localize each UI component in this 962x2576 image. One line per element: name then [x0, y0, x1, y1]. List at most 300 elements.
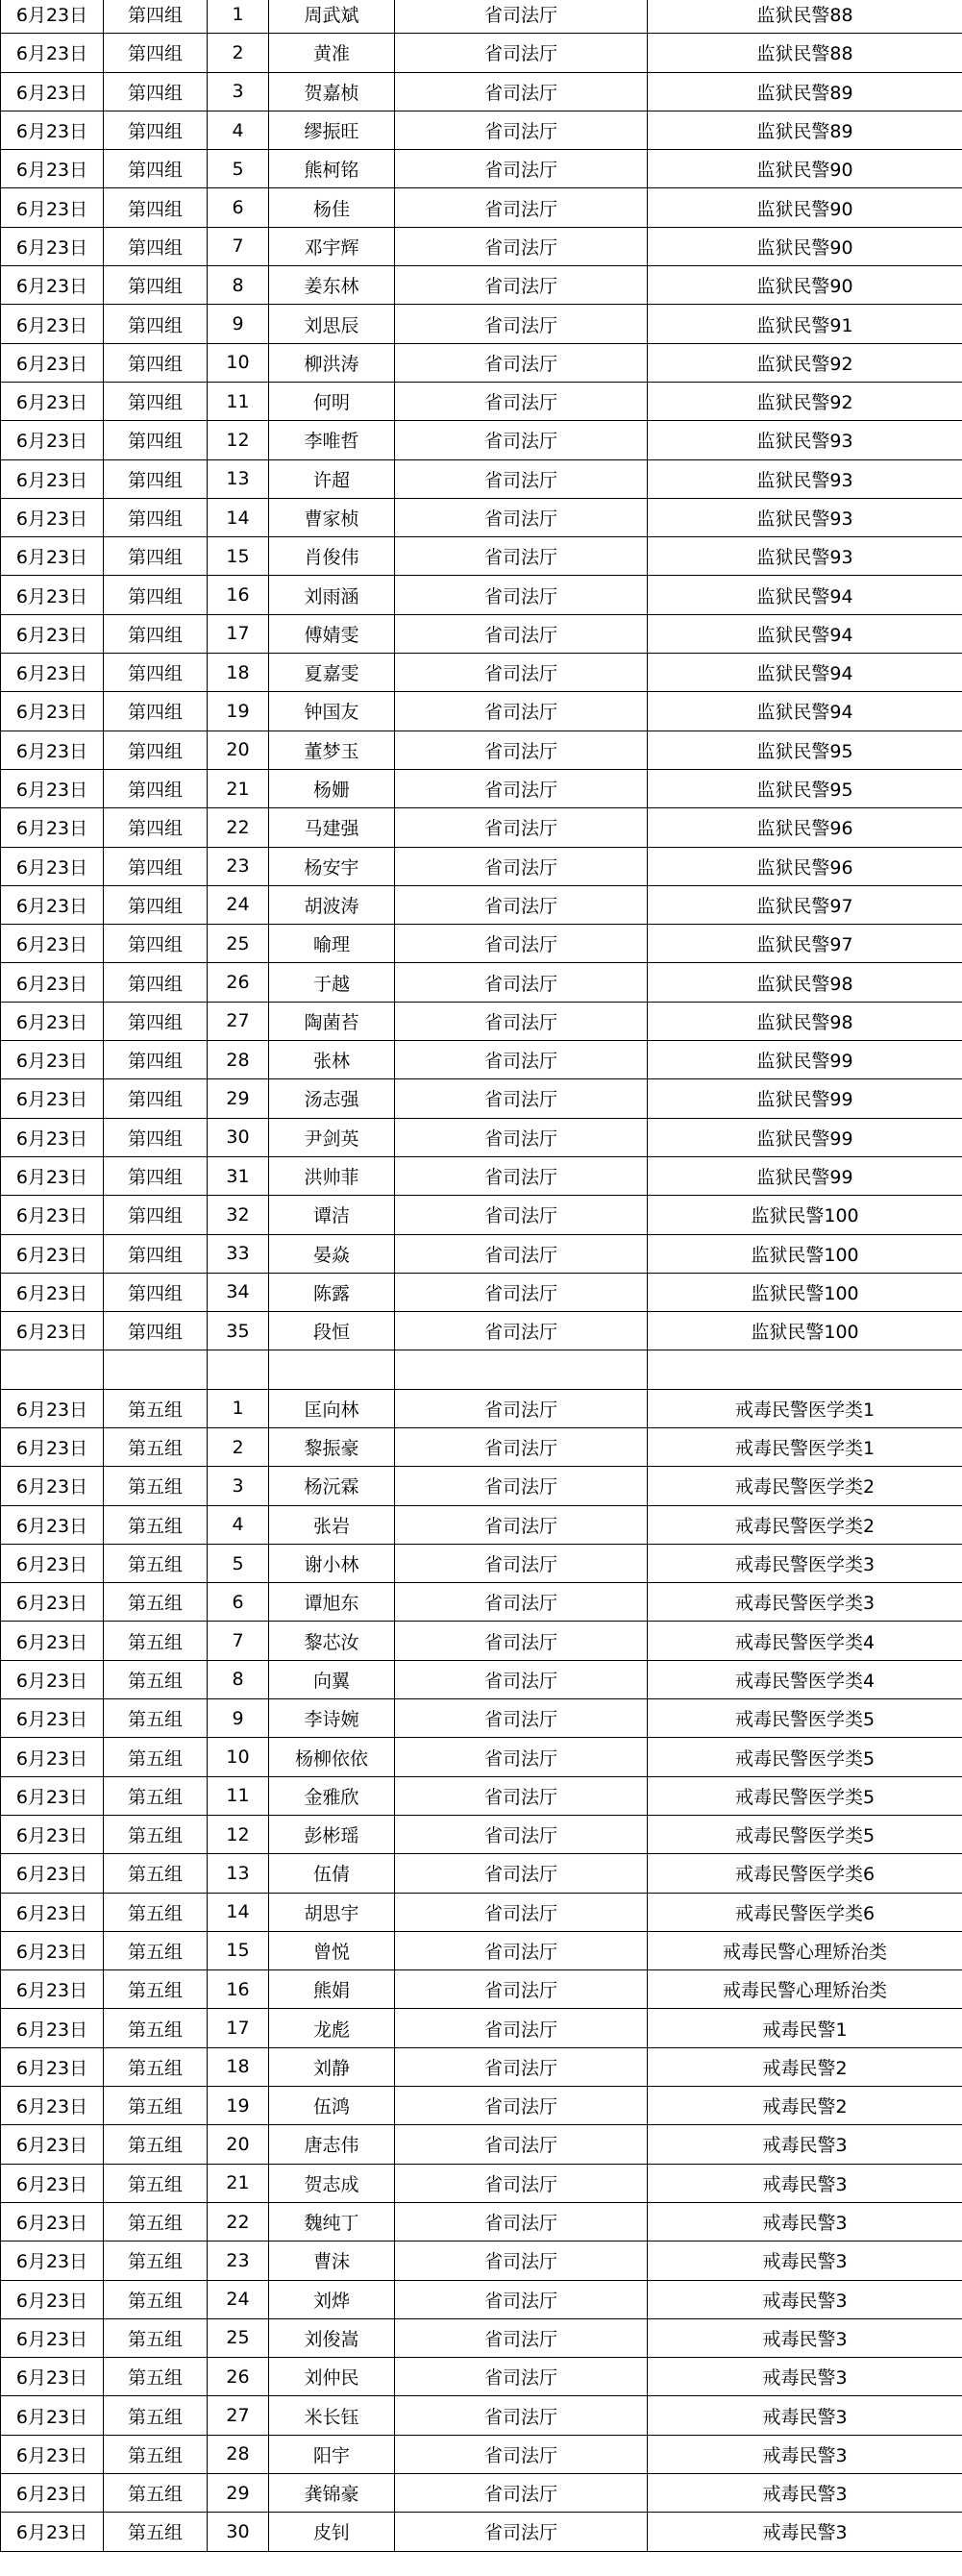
group-cell: 第五组 [104, 2242, 208, 2280]
date-cell: 6月23日 [1, 227, 104, 265]
date-cell: 6月23日 [1, 266, 104, 305]
unit-cell: 省司法厅 [395, 692, 648, 731]
unit-cell: 省司法厅 [395, 2047, 648, 2086]
position-cell: 戒毒民警3 [648, 2164, 962, 2202]
table-row [1, 2358, 962, 2396]
position-cell: 戒毒民警医学类5 [648, 1738, 962, 1776]
unit-cell: 省司法厅 [395, 421, 648, 459]
group-cell: 第五组 [104, 2047, 208, 2086]
number-cell: 4 [208, 1505, 269, 1544]
unit-cell: 省司法厅 [395, 808, 648, 847]
number-cell: 26 [208, 963, 269, 1002]
number-cell: 12 [208, 1815, 269, 1853]
position-cell: 监狱民警96 [648, 847, 962, 885]
group-cell: 第五组 [104, 2318, 208, 2357]
name-cell: 洪帅菲 [269, 1156, 395, 1195]
name-cell: 伍倩 [269, 1854, 395, 1893]
table-row [1, 1854, 962, 1893]
group-cell: 第四组 [104, 34, 208, 72]
position-cell: 监狱民警95 [648, 731, 962, 769]
group-cell: 第四组 [104, 963, 208, 1002]
table-row [1, 1002, 962, 1040]
date-cell: 6月23日 [1, 847, 104, 885]
position-cell: 监狱民警91 [648, 305, 962, 343]
name-cell: 杨安宇 [269, 847, 395, 885]
position-cell: 戒毒民警心理矫治类 [648, 1931, 962, 1969]
date-cell: 6月23日 [1, 2280, 104, 2318]
number-cell: 11 [208, 382, 269, 420]
date-cell: 6月23日 [1, 1970, 104, 2009]
group-cell: 第五组 [104, 1699, 208, 1738]
unit-cell: 省司法厅 [395, 227, 648, 265]
number-cell: 5 [208, 150, 269, 188]
position-cell: 戒毒民警医学类3 [648, 1583, 962, 1622]
unit-cell: 省司法厅 [395, 1854, 648, 1893]
table-row [1, 382, 962, 420]
date-cell: 6月23日 [1, 2087, 104, 2125]
date-cell: 6月23日 [1, 1893, 104, 1931]
group-cell: 第五组 [104, 1854, 208, 1893]
date-cell: 6月23日 [1, 1427, 104, 1466]
unit-cell: 省司法厅 [395, 654, 648, 692]
name-cell: 刘烨 [269, 2280, 395, 2318]
table-row [1, 731, 962, 769]
table-row [1, 1467, 962, 1505]
table-row [1, 1118, 962, 1156]
group-cell: 第五组 [104, 1622, 208, 1660]
table-row [1, 2396, 962, 2435]
unit-cell: 省司法厅 [395, 1699, 648, 1738]
position-cell: 戒毒民警3 [648, 2202, 962, 2241]
position-cell: 监狱民警93 [648, 421, 962, 459]
table-row [1, 1893, 962, 1931]
group-cell: 第四组 [104, 188, 208, 227]
position-cell: 戒毒民警医学类5 [648, 1699, 962, 1738]
name-cell: 陶菌苔 [269, 1002, 395, 1040]
group-cell: 第五组 [104, 2202, 208, 2241]
date-cell: 6月23日 [1, 34, 104, 72]
position-cell: 监狱民警90 [648, 266, 962, 305]
number-cell: 13 [208, 459, 269, 498]
number-cell: 11 [208, 1776, 269, 1815]
group-cell: 第五组 [104, 2087, 208, 2125]
date-cell: 6月23日 [1, 1041, 104, 1079]
number-cell: 30 [208, 1118, 269, 1156]
unit-cell [395, 1350, 648, 1389]
group-cell: 第五组 [104, 2358, 208, 2396]
table-row [1, 2513, 962, 2551]
number-cell: 1 [208, 1389, 269, 1427]
group-cell: 第五组 [104, 1931, 208, 1969]
name-cell: 董梦玉 [269, 731, 395, 769]
group-cell: 第五组 [104, 1427, 208, 1466]
name-cell: 刘雨涵 [269, 576, 395, 614]
group-cell: 第四组 [104, 885, 208, 924]
name-cell: 谭旭东 [269, 1583, 395, 1622]
number-cell: 1 [208, 0, 269, 34]
number-cell: 20 [208, 2125, 269, 2164]
date-cell: 6月23日 [1, 2047, 104, 2086]
group-cell: 第四组 [104, 382, 208, 420]
date-cell: 6月23日 [1, 1002, 104, 1040]
table-row [1, 1544, 962, 1582]
number-cell: 18 [208, 654, 269, 692]
position-cell: 戒毒民警2 [648, 2087, 962, 2125]
date-cell: 6月23日 [1, 2396, 104, 2435]
position-cell: 戒毒民警医学类2 [648, 1467, 962, 1505]
position-cell: 监狱民警100 [648, 1196, 962, 1234]
name-cell: 柳洪涛 [269, 343, 395, 382]
date-cell: 6月23日 [1, 576, 104, 614]
number-cell: 8 [208, 266, 269, 305]
date-cell: 6月23日 [1, 2202, 104, 2241]
table-row [1, 654, 962, 692]
date-cell: 6月23日 [1, 1854, 104, 1893]
number-cell: 32 [208, 1196, 269, 1234]
unit-cell: 省司法厅 [395, 925, 648, 963]
date-cell: 6月23日 [1, 1467, 104, 1505]
unit-cell: 省司法厅 [395, 1583, 648, 1622]
table-row [1, 343, 962, 382]
table-row [1, 847, 962, 885]
unit-cell: 省司法厅 [395, 1427, 648, 1466]
position-cell: 监狱民警99 [648, 1041, 962, 1079]
position-cell: 戒毒民警医学类6 [648, 1893, 962, 1931]
table-row [1, 808, 962, 847]
number-cell: 20 [208, 731, 269, 769]
table-row [1, 885, 962, 924]
number-cell: 28 [208, 1041, 269, 1079]
position-cell: 监狱民警90 [648, 150, 962, 188]
unit-cell: 省司法厅 [395, 459, 648, 498]
table-row [1, 188, 962, 227]
number-cell: 34 [208, 1273, 269, 1311]
name-cell: 龙彪 [269, 2009, 395, 2047]
group-cell: 第四组 [104, 111, 208, 149]
unit-cell: 省司法厅 [395, 1196, 648, 1234]
position-cell: 戒毒民警3 [648, 2435, 962, 2473]
number-cell: 31 [208, 1156, 269, 1195]
unit-cell: 省司法厅 [395, 111, 648, 149]
unit-cell: 省司法厅 [395, 1931, 648, 1969]
date-cell: 6月23日 [1, 72, 104, 111]
unit-cell: 省司法厅 [395, 1893, 648, 1931]
position-cell: 监狱民警94 [648, 614, 962, 653]
table-row [1, 1273, 962, 1311]
name-cell: 李诗婉 [269, 1699, 395, 1738]
group-cell: 第五组 [104, 1544, 208, 1582]
date-cell: 6月23日 [1, 1118, 104, 1156]
position-cell: 监狱民警90 [648, 188, 962, 227]
name-cell: 杨姗 [269, 769, 395, 807]
group-cell: 第四组 [104, 266, 208, 305]
date-cell: 6月23日 [1, 1156, 104, 1195]
position-cell: 戒毒民警医学类3 [648, 1544, 962, 1582]
date-cell: 6月23日 [1, 654, 104, 692]
group-cell: 第四组 [104, 227, 208, 265]
number-cell: 3 [208, 1467, 269, 1505]
position-cell: 监狱民警99 [648, 1156, 962, 1195]
number-cell: 24 [208, 2280, 269, 2318]
number-cell: 6 [208, 1583, 269, 1622]
name-cell: 张岩 [269, 1505, 395, 1544]
table-row [1, 963, 962, 1002]
name-cell: 陈露 [269, 1273, 395, 1311]
position-cell: 监狱民警99 [648, 1079, 962, 1118]
unit-cell: 省司法厅 [395, 1002, 648, 1040]
table-row [1, 537, 962, 576]
table-row [1, 2009, 962, 2047]
position-cell: 戒毒民警3 [648, 2358, 962, 2396]
date-cell: 6月23日 [1, 1505, 104, 1544]
table-row [1, 266, 962, 305]
group-cell: 第五组 [104, 1467, 208, 1505]
name-cell: 钟国友 [269, 692, 395, 731]
position-cell: 监狱民警93 [648, 498, 962, 536]
unit-cell: 省司法厅 [395, 2474, 648, 2513]
date-cell: 6月23日 [1, 2474, 104, 2513]
name-cell: 黎振豪 [269, 1427, 395, 1466]
number-cell: 10 [208, 1738, 269, 1776]
number-cell: 27 [208, 1002, 269, 1040]
name-cell: 许超 [269, 459, 395, 498]
name-cell: 邓宇辉 [269, 227, 395, 265]
group-cell: 第五组 [104, 2280, 208, 2318]
unit-cell: 省司法厅 [395, 1389, 648, 1427]
date-cell: 6月23日 [1, 885, 104, 924]
table-row [1, 421, 962, 459]
number-cell: 15 [208, 537, 269, 576]
position-cell: 监狱民警99 [648, 1118, 962, 1156]
group-cell: 第四组 [104, 343, 208, 382]
position-cell: 监狱民警94 [648, 576, 962, 614]
number-cell: 13 [208, 1854, 269, 1893]
name-cell: 熊柯铭 [269, 150, 395, 188]
position-cell: 戒毒民警医学类6 [648, 1854, 962, 1893]
date-cell: 6月23日 [1, 808, 104, 847]
name-cell: 刘俊嵩 [269, 2318, 395, 2357]
date-cell: 6月23日 [1, 2009, 104, 2047]
group-cell: 第四组 [104, 72, 208, 111]
position-cell: 戒毒民警3 [648, 2474, 962, 2513]
date-cell: 6月23日 [1, 1738, 104, 1776]
table-row [1, 459, 962, 498]
name-cell: 黄准 [269, 34, 395, 72]
number-cell: 16 [208, 576, 269, 614]
number-cell: 2 [208, 1427, 269, 1466]
position-cell: 监狱民警93 [648, 459, 962, 498]
name-cell: 缪振旺 [269, 111, 395, 149]
table-row [1, 2087, 962, 2125]
position-cell: 监狱民警100 [648, 1234, 962, 1273]
group-cell: 第四组 [104, 0, 208, 34]
date-cell: 6月23日 [1, 2164, 104, 2202]
unit-cell: 省司法厅 [395, 0, 648, 34]
number-cell: 19 [208, 692, 269, 731]
position-cell: 监狱民警89 [648, 111, 962, 149]
date-cell: 6月23日 [1, 1389, 104, 1427]
number-cell: 21 [208, 769, 269, 807]
number-cell: 17 [208, 2009, 269, 2047]
table-row [1, 2242, 962, 2280]
name-cell: 金雅欣 [269, 1776, 395, 1815]
name-cell: 于越 [269, 963, 395, 1002]
number-cell: 35 [208, 1312, 269, 1350]
table-row [1, 1389, 962, 1427]
position-cell: 监狱民警92 [648, 382, 962, 420]
table-row [1, 1156, 962, 1195]
name-cell: 杨柳依依 [269, 1738, 395, 1776]
name-cell: 肖俊伟 [269, 537, 395, 576]
group-cell: 第五组 [104, 2513, 208, 2551]
date-cell: 6月23日 [1, 731, 104, 769]
group-cell: 第五组 [104, 2396, 208, 2435]
group-cell [104, 1350, 208, 1389]
table-row [1, 692, 962, 731]
group-cell: 第四组 [104, 576, 208, 614]
date-cell: 6月23日 [1, 1544, 104, 1582]
date-cell: 6月23日 [1, 614, 104, 653]
group-cell: 第五组 [104, 2474, 208, 2513]
date-cell: 6月23日 [1, 305, 104, 343]
position-cell: 监狱民警95 [648, 769, 962, 807]
date-cell: 6月23日 [1, 1079, 104, 1118]
position-cell: 戒毒民警3 [648, 2125, 962, 2164]
group-cell: 第四组 [104, 654, 208, 692]
group-cell: 第四组 [104, 1002, 208, 1040]
date-cell: 6月23日 [1, 188, 104, 227]
unit-cell: 省司法厅 [395, 1234, 648, 1273]
group-cell: 第五组 [104, 1776, 208, 1815]
group-cell: 第五组 [104, 1738, 208, 1776]
table-row [1, 227, 962, 265]
roster-table-body [1, 0, 962, 2551]
name-cell: 胡波涛 [269, 885, 395, 924]
unit-cell: 省司法厅 [395, 1776, 648, 1815]
group-cell: 第四组 [104, 847, 208, 885]
name-cell: 黎芯汝 [269, 1622, 395, 1660]
group-cell: 第四组 [104, 769, 208, 807]
table-row [1, 2047, 962, 2086]
date-cell: 6月23日 [1, 2318, 104, 2357]
group-cell: 第四组 [104, 498, 208, 536]
position-cell: 监狱民警88 [648, 34, 962, 72]
position-cell: 戒毒民警医学类4 [648, 1660, 962, 1698]
group-cell: 第五组 [104, 1815, 208, 1853]
number-cell: 6 [208, 188, 269, 227]
table-row [1, 498, 962, 536]
name-cell: 刘思辰 [269, 305, 395, 343]
table-row [1, 305, 962, 343]
table-row [1, 614, 962, 653]
table-row [1, 2164, 962, 2202]
table-row [1, 111, 962, 149]
number-cell: 23 [208, 847, 269, 885]
name-cell: 曾悦 [269, 1931, 395, 1969]
group-cell: 第四组 [104, 1156, 208, 1195]
number-cell: 28 [208, 2435, 269, 2473]
name-cell: 谭洁 [269, 1196, 395, 1234]
table-row [1, 576, 962, 614]
date-cell: 6月23日 [1, 537, 104, 576]
unit-cell: 省司法厅 [395, 963, 648, 1002]
number-cell: 7 [208, 1622, 269, 1660]
date-cell: 6月23日 [1, 498, 104, 536]
group-cell: 第五组 [104, 1660, 208, 1698]
group-cell: 第四组 [104, 1234, 208, 1273]
unit-cell: 省司法厅 [395, 1118, 648, 1156]
unit-cell: 省司法厅 [395, 188, 648, 227]
table-row [1, 1079, 962, 1118]
name-cell: 汤志强 [269, 1079, 395, 1118]
date-cell: 6月23日 [1, 2358, 104, 2396]
name-cell: 阳宇 [269, 2435, 395, 2473]
number-cell: 10 [208, 343, 269, 382]
number-cell: 9 [208, 1699, 269, 1738]
date-cell: 6月23日 [1, 1234, 104, 1273]
name-cell: 喻理 [269, 925, 395, 963]
name-cell: 伍鸿 [269, 2087, 395, 2125]
date-cell: 6月23日 [1, 459, 104, 498]
number-cell: 25 [208, 2318, 269, 2357]
unit-cell: 省司法厅 [395, 1312, 648, 1350]
table-row [1, 1427, 962, 1466]
name-cell: 张林 [269, 1041, 395, 1079]
position-cell: 戒毒民警3 [648, 2280, 962, 2318]
number-cell: 26 [208, 2358, 269, 2396]
group-cell: 第五组 [104, 1505, 208, 1544]
name-cell: 匡向林 [269, 1389, 395, 1427]
group-cell: 第四组 [104, 1273, 208, 1311]
table-row [1, 1738, 962, 1776]
table-row [1, 1234, 962, 1273]
name-cell: 杨沅霖 [269, 1467, 395, 1505]
position-cell: 戒毒民警医学类5 [648, 1776, 962, 1815]
name-cell: 皮钊 [269, 2513, 395, 2551]
unit-cell: 省司法厅 [395, 266, 648, 305]
unit-cell: 省司法厅 [395, 1738, 648, 1776]
unit-cell: 省司法厅 [395, 614, 648, 653]
unit-cell: 省司法厅 [395, 34, 648, 72]
unit-cell: 省司法厅 [395, 305, 648, 343]
table-row [1, 0, 962, 34]
date-cell: 6月23日 [1, 1776, 104, 1815]
table-row [1, 1622, 962, 1660]
table-row [1, 925, 962, 963]
table-row [1, 72, 962, 111]
name-cell: 胡思宇 [269, 1893, 395, 1931]
unit-cell: 省司法厅 [395, 576, 648, 614]
unit-cell: 省司法厅 [395, 1970, 648, 2009]
number-cell: 29 [208, 1079, 269, 1118]
group-cell: 第四组 [104, 925, 208, 963]
name-cell: 熊娟 [269, 1970, 395, 2009]
number-cell: 2 [208, 34, 269, 72]
date-cell: 6月23日 [1, 2513, 104, 2551]
group-cell: 第四组 [104, 1118, 208, 1156]
date-cell: 6月23日 [1, 692, 104, 731]
name-cell: 魏纯丁 [269, 2202, 395, 2241]
unit-cell: 省司法厅 [395, 343, 648, 382]
unit-cell: 省司法厅 [395, 885, 648, 924]
group-cell: 第四组 [104, 305, 208, 343]
position-cell: 监狱民警96 [648, 808, 962, 847]
number-cell: 30 [208, 2513, 269, 2551]
unit-cell: 省司法厅 [395, 2242, 648, 2280]
group-cell: 第四组 [104, 459, 208, 498]
name-cell: 傅婧雯 [269, 614, 395, 653]
unit-cell: 省司法厅 [395, 1660, 648, 1698]
